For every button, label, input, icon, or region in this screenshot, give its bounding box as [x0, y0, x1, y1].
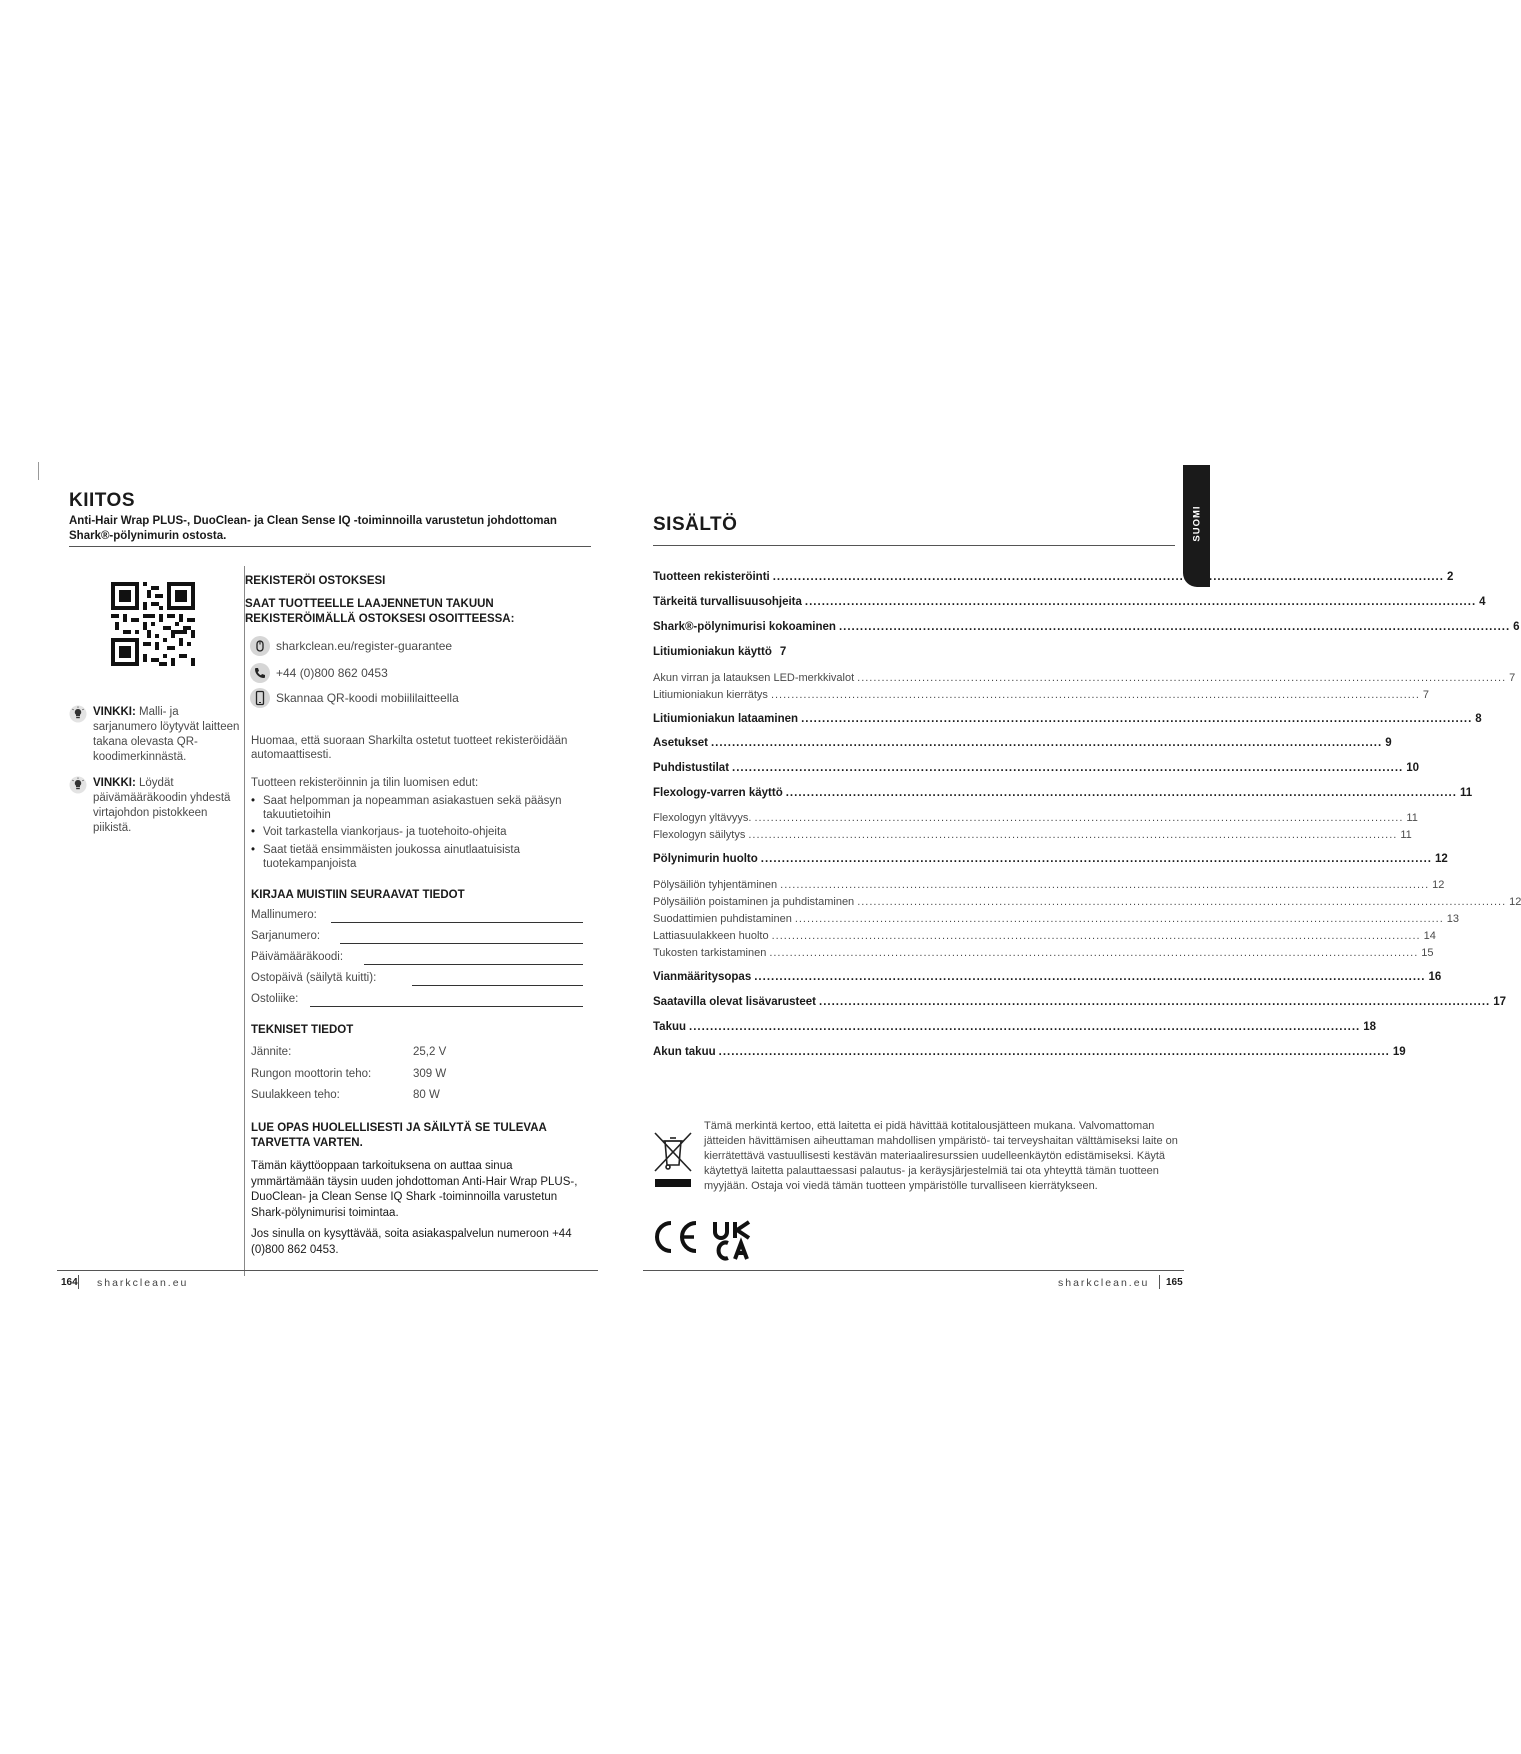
warranty-heading: SAAT TUOTTEELLE LAAJENNETUN TAKUUN REKISTERÖIMÄLLÄ OSTOKSESI OSOITTEESSA:: [245, 598, 515, 625]
toc-leader-dots: ................................................................................................................................................................: [794, 913, 1444, 925]
toc-entry-title: Tärkeitä turvallisuusohjeita: [653, 596, 802, 608]
toc-entry-title: Tukosten tarkistaminen: [653, 947, 767, 959]
tip-date-code: [69, 776, 241, 836]
lightbulb-icon: [69, 705, 87, 723]
tip-text: Löydät päivämääräkoodin yhdestä virtajohdon pistokkeen piikistä.: [93, 777, 231, 834]
footer-url[interactable]: sharkclean.eu: [97, 1277, 189, 1289]
toc-entry-title: Tuotteen rekisteröinti: [653, 571, 770, 583]
toc-entry-title: Litiumioniakun käyttö: [653, 646, 772, 658]
benefit-item: • Saat helpomman ja nopeamman asiakastuen sekä pääsyn takuutietoihin: [251, 795, 562, 821]
page-edge-mark: [38, 462, 39, 480]
model-number-line[interactable]: [331, 922, 583, 923]
toc-entry[interactable]: [653, 1046, 1406, 1058]
spec-label: Suulakkeen teho:: [251, 1089, 340, 1101]
toc-leader-dots: ................................................................................................................................................................: [710, 737, 1383, 749]
toc-entry-title: Flexologyn yltävyys.: [653, 812, 752, 824]
toc-leader-dots: ................................................................................................................................................................: [771, 930, 1421, 942]
toc-entry-page: 4: [1479, 596, 1486, 608]
toc-entry-page: 8: [1475, 713, 1482, 725]
register-heading: REKISTERÖI OSTOKSESI: [245, 575, 386, 587]
toc-entry[interactable]: [653, 913, 1460, 925]
serial-number-line[interactable]: [340, 943, 583, 944]
manual-purpose-text: Tämän käyttöoppaan tarkoituksena on auttaa sinua ymmärtämään täysin uuden johdottoman Anti-Hair Wrap PLUS-, DuoClean- ja Clean Sense IQ Shark -toiminnoilla varustetun Shark-pölynimurisi toimintaa.: [251, 1160, 578, 1219]
toc-entry-title: Suodattimien puhdistaminen: [653, 913, 792, 925]
purchase-date-line[interactable]: [412, 985, 583, 986]
benefit-item: • Voit tarkastella viankorjaus- ja tuotehoito-ohjeita: [251, 826, 507, 838]
toc-entry[interactable]: [653, 812, 1418, 824]
toc-entry[interactable]: [653, 713, 1482, 725]
toc-entry[interactable]: [653, 896, 1521, 908]
tip-text: Malli- ja sarjanumero löytyvät laitteen takana olevasta QR-koodimerkinnästä.: [93, 706, 240, 763]
toc-leader-dots: ................................................................................................................................................................: [804, 596, 1477, 608]
toc-entry-page: 6: [1513, 621, 1520, 633]
ce-mark-logo: [652, 1219, 699, 1255]
page-title: KIITOS: [69, 490, 135, 511]
ukca-mark-logo: [713, 1221, 753, 1260]
toc-entry-title: Flexology-varren käyttö: [653, 787, 783, 799]
toc-entry-title: Litiumioniakun lataaminen: [653, 713, 799, 725]
footer-separator: [1159, 1275, 1160, 1289]
toc-entry[interactable]: [653, 737, 1392, 749]
toc-entry-page: 11: [1400, 829, 1412, 841]
toc-entry[interactable]: [653, 829, 1412, 841]
toc-leader-dots: ................................................................................................................................................................: [819, 996, 1491, 1008]
toc-entry-page: 9: [1385, 737, 1392, 749]
toc-entry-page: 14: [1423, 930, 1436, 942]
toc-entry-page: 7: [1422, 689, 1430, 701]
footer-divider: [57, 1270, 598, 1271]
date-code-line[interactable]: [364, 964, 583, 965]
toc-entry-page: 12: [1435, 853, 1448, 865]
contact-phone[interactable]: [250, 666, 388, 680]
footer-separator: [78, 1275, 79, 1289]
field-label-purchase-date: Ostopäivä (säilytä kuitti):: [251, 972, 377, 984]
page-subtitle: Anti-Hair Wrap PLUS-, DuoClean- ja Clean Sense IQ -toiminnoilla varustetun johdottoman Shark®-pölynimurin ostosta.: [69, 515, 557, 542]
toc-entry-page: 10: [1406, 762, 1420, 774]
toc-entry-title: Puhdistustilat: [653, 762, 730, 774]
toc-entry[interactable]: [653, 930, 1436, 942]
tip-label: VINKKI:: [93, 777, 136, 789]
lightbulb-icon: [69, 776, 87, 794]
toc-entry[interactable]: [653, 947, 1434, 959]
benefits-intro: Tuotteen rekisteröinnin ja tilin luomisen edut:: [251, 777, 479, 789]
toc-entry-page: 13: [1446, 913, 1460, 925]
page-number: 164: [61, 1277, 78, 1288]
language-tab-label: SUOMI: [1191, 505, 1203, 542]
field-label-date-code: Päivämääräkoodi:: [251, 951, 344, 963]
auto-register-note: Huomaa, että suoraan Sharkilta ostetut tuotteet rekisteröidään automaattisesti.: [251, 735, 568, 761]
toc-entry-title: Shark®-pölynimurisi kokoaminen: [653, 621, 836, 633]
toc-entry[interactable]: [653, 853, 1448, 865]
toc-leader-dots: ................................................................................................................................................................: [857, 896, 1507, 908]
toc-entry-page: 11: [1406, 812, 1418, 824]
toc-entry-page: 12: [1509, 896, 1521, 908]
toc-entry[interactable]: [653, 762, 1420, 774]
footer-url[interactable]: sharkclean.eu: [1058, 1277, 1150, 1289]
spec-value: 309 W: [413, 1068, 447, 1080]
toc-entry-title: Asetukset: [653, 737, 708, 749]
toc-entry[interactable]: [653, 596, 1486, 608]
contact-text: sharkclean.eu/register-guarantee: [276, 639, 453, 653]
footer-divider: [643, 1270, 1184, 1271]
record-heading: KIRJAA MUISTIIN SEURAAVAT TIEDOT: [251, 889, 465, 901]
toc-leader-dots: ................................................................................................................................................................: [718, 1046, 1390, 1058]
divider: [653, 545, 1175, 546]
spec-value: 25,2 V: [413, 1046, 447, 1058]
toc-entry-page: 7: [1509, 672, 1516, 684]
contents-title: SISÄLTÖ: [653, 514, 738, 535]
toc-entry-page: 19: [1392, 1046, 1406, 1058]
toc-leader-dots: ................................................................................................................................................................: [857, 672, 1507, 684]
toc-entry-page: 12: [1432, 879, 1445, 891]
qr-code: [111, 582, 195, 666]
column-divider: [244, 566, 245, 1276]
contact-text: +44 (0)800 862 0453: [276, 666, 388, 680]
tech-specs-heading: TEKNISET TIEDOT: [251, 1024, 354, 1036]
toc-leader-dots: ................................................................................................................................................................: [780, 879, 1430, 891]
toc-entry-title: Saatavilla olevat lisävarusteet: [653, 996, 817, 1008]
divider: [69, 546, 591, 547]
toc-entry-page: 2: [1446, 571, 1454, 583]
weee-disposal-text: Tämä merkintä kertoo, että laitetta ei pidä hävittää kotitalousjätteen mukana. Valvomattoman jätteiden hävittämisen aiheuttaman mahdollisen ympäristö- tai terveyshaitan välttämiseksi laite on kierrätettävä vastuullisesti kestävän materiaaliresurssien uudelleenkäytön edistämiseksi. Käytä käytettyä laitetta palauttaessasi palautus- ja keräysjärjestelmiä tai ota yhteyttä tämän tuotteen myyjään. Ostaja voi viedä tämän tuotteen ympäristölle turvalliseen kierrätykseen.: [704, 1120, 1178, 1192]
toc-entry[interactable]: [653, 646, 1136, 658]
toc-entry[interactable]: [653, 689, 1430, 701]
spec-label: Rungon moottorin teho:: [251, 1068, 372, 1080]
toc-leader-dots: ................................................................................................................................................................: [838, 621, 1511, 633]
crossed-bin-icon: [653, 1129, 693, 1189]
toc-leader-dots: ................................................................................................................................................................: [748, 829, 1398, 841]
toc-leader-dots: ................................................................................................................................................................: [760, 853, 1432, 865]
toc-entry-title: Pölysäiliön poistaminen ja puhdistaminen: [653, 896, 855, 908]
contact-qr-scan[interactable]: [250, 691, 459, 705]
toc-entry-title: Litiumioniakun kierrätys: [653, 689, 768, 701]
field-label-store: Ostoliike:: [251, 993, 299, 1005]
read-manual-heading: LUE OPAS HUOLELLISESTI JA SÄILYTÄ SE TULEVAA TARVETTA VARTEN.: [251, 1122, 547, 1149]
toc-entry-page: 16: [1428, 971, 1442, 983]
spec-label: Jännite:: [251, 1046, 292, 1058]
toc-entry-title: Lattiasuulakkeen huolto: [653, 930, 769, 942]
toc-leader-dots: ................................................................................................................................................................: [769, 947, 1419, 959]
toc-entry-page: 18: [1363, 1021, 1377, 1033]
contact-text: Skannaa QR-koodi mobiililaitteella: [276, 691, 459, 705]
mouse-icon: [250, 636, 270, 656]
toc-entry-page: 17: [1493, 996, 1507, 1008]
page-number: 165: [1166, 1277, 1183, 1288]
benefit-item: • Saat tietää ensimmäisten joukossa ainutlaatuisista tuotekampanjoista: [251, 844, 520, 870]
toc-entry[interactable]: [653, 1021, 1377, 1033]
toc-entry[interactable]: [653, 571, 1454, 583]
toc-entry[interactable]: [653, 971, 1442, 983]
toc-entry-page: 15: [1421, 947, 1434, 959]
toc-entry-title: Takuu: [653, 1021, 687, 1033]
toc-entry-title: Pölynimurin huolto: [653, 853, 758, 865]
toc-entry[interactable]: [653, 787, 1473, 799]
toc-entry-title: Flexologyn säilytys: [653, 829, 746, 841]
toc-leader-dots: ................................................................................................................................................................: [732, 762, 1404, 774]
store-line[interactable]: [310, 1006, 583, 1007]
toc-leader-dots: ................................................................................................................................................................: [754, 971, 1426, 983]
field-label-model: Mallinumero:: [251, 909, 317, 921]
toc-entry[interactable]: [653, 672, 1516, 684]
tip-label: VINKKI:: [93, 706, 136, 718]
toc-entry[interactable]: [653, 879, 1445, 891]
toc-entry-title: Akun virran ja latauksen LED-merkkivalot: [653, 672, 855, 684]
toc-entry-page: 7: [779, 646, 787, 658]
toc-leader-dots: ................................................................................................................................................................: [770, 689, 1420, 701]
phone-icon: [250, 663, 270, 683]
field-label-serial: Sarjanumero:: [251, 930, 321, 942]
toc-entry-title: Vianmääritysopas: [653, 971, 752, 983]
mobile-icon: [250, 688, 270, 708]
toc-entry[interactable]: [653, 996, 1507, 1008]
toc-leader-dots: ................................................................................................................................................................: [785, 787, 1457, 799]
contact-website[interactable]: [250, 639, 452, 653]
toc-entry-title: Pölysäiliön tyhjentäminen: [653, 879, 778, 891]
toc-entry-title: Akun takuu: [653, 1046, 716, 1058]
toc-leader-dots: ................................................................................................................................................................: [754, 812, 1404, 824]
toc-entry[interactable]: [653, 621, 1520, 633]
toc-entry-page: 11: [1459, 787, 1473, 799]
toc-leader-dots: ................................................................................................................................................................: [801, 713, 1473, 725]
spec-value: 80 W: [413, 1089, 440, 1101]
toc-leader-dots: ................................................................................................................................................................: [772, 571, 1444, 583]
toc-leader-dots: ................................................................................................................................................................: [689, 1021, 1361, 1033]
customer-service-text: Jos sinulla on kysyttävää, soita asiakaspalvelun numeroon +44 (0)800 862 0453.: [251, 1228, 572, 1256]
tip-model-serial: [69, 705, 241, 765]
